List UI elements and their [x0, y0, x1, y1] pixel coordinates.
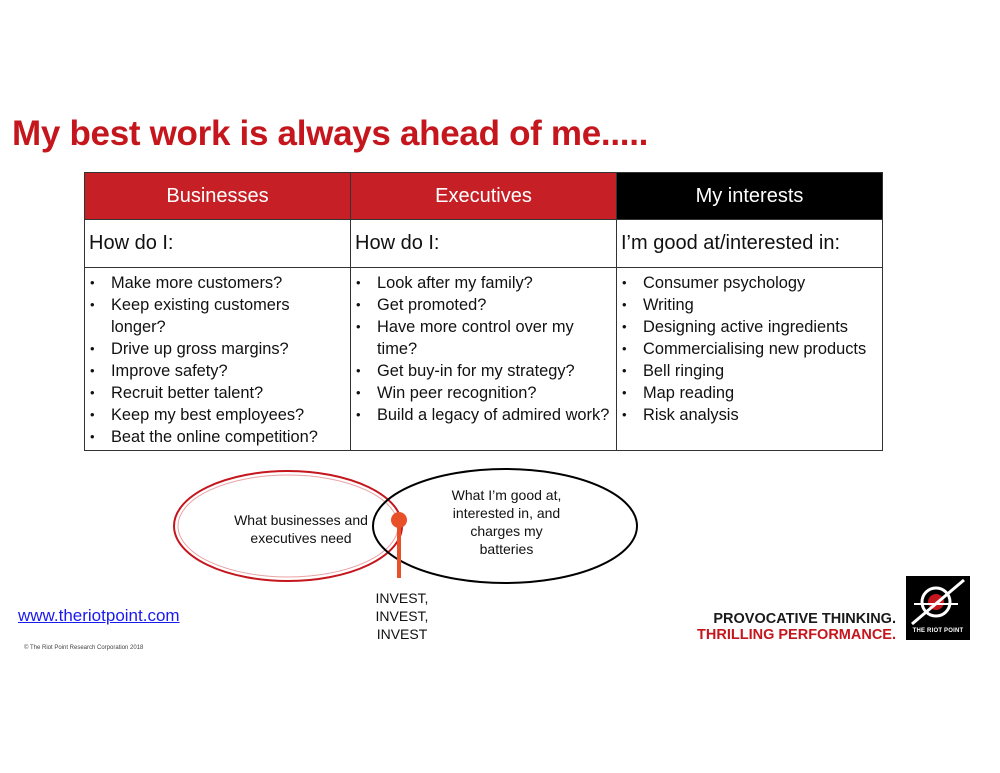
- list-item: • Recruit better talent?: [89, 382, 347, 404]
- slide-title: My best work is always ahead of me.....: [12, 114, 649, 153]
- list-item: • Look after my family?: [355, 272, 613, 294]
- subheader-businesses: How do I:: [85, 220, 351, 268]
- list-item: • Writing: [621, 294, 879, 316]
- list-item: • Beat the online competition?: [89, 426, 347, 448]
- copyright-text: © The Riot Point Research Corporation 2018: [24, 645, 144, 651]
- website-link[interactable]: www.theriotpoint.com: [18, 606, 180, 625]
- list-item: • Build a legacy of admired work?: [355, 404, 613, 426]
- venn-right-label: What I’m good at, interested in, and charges my batteries: [451, 487, 562, 557]
- list-item: • Get buy-in for my strategy?: [355, 360, 613, 382]
- column-header-executives: Executives: [351, 173, 617, 220]
- list-item: • Drive up gross margins?: [89, 338, 347, 360]
- venn-left-label: What businesses and executives need: [234, 512, 368, 546]
- list-item: • Consumer psychology: [621, 272, 879, 294]
- riot-point-logo: [906, 576, 970, 640]
- subheader-my-interests: I’m good at/interested in:: [617, 220, 883, 268]
- list-item: • Bell ringing: [621, 360, 879, 382]
- list-item: • Map reading: [621, 382, 879, 404]
- list-item: • Win peer recognition?: [355, 382, 613, 404]
- list-item: • Get promoted?: [355, 294, 613, 316]
- riot-point-logo-text: THE RIOT POINT: [912, 628, 964, 634]
- tagline-provocative: PROVOCATIVE THINKING.: [713, 611, 896, 627]
- list-item: • Improve safety?: [89, 360, 347, 382]
- list-item: • Make more customers?: [89, 272, 347, 294]
- tagline-thrilling: THRILLING PERFORMANCE.: [697, 627, 896, 643]
- invest-label: INVEST, INVEST, INVEST: [375, 590, 429, 642]
- list-item: • Designing active ingredients: [621, 316, 879, 338]
- list-item: • Commercialising new products: [621, 338, 879, 360]
- list-item: • Have more control over my time?: [355, 316, 613, 360]
- list-item: • Risk analysis: [621, 404, 879, 426]
- column-header-my-interests: My interests: [617, 173, 883, 220]
- list-item: • Keep existing customers longer?: [89, 294, 347, 338]
- list-item: • Keep my best employees?: [89, 404, 347, 426]
- invest-marker-dot: [391, 512, 407, 528]
- column-header-businesses: Businesses: [85, 173, 351, 220]
- subheader-executives: How do I:: [351, 220, 617, 268]
